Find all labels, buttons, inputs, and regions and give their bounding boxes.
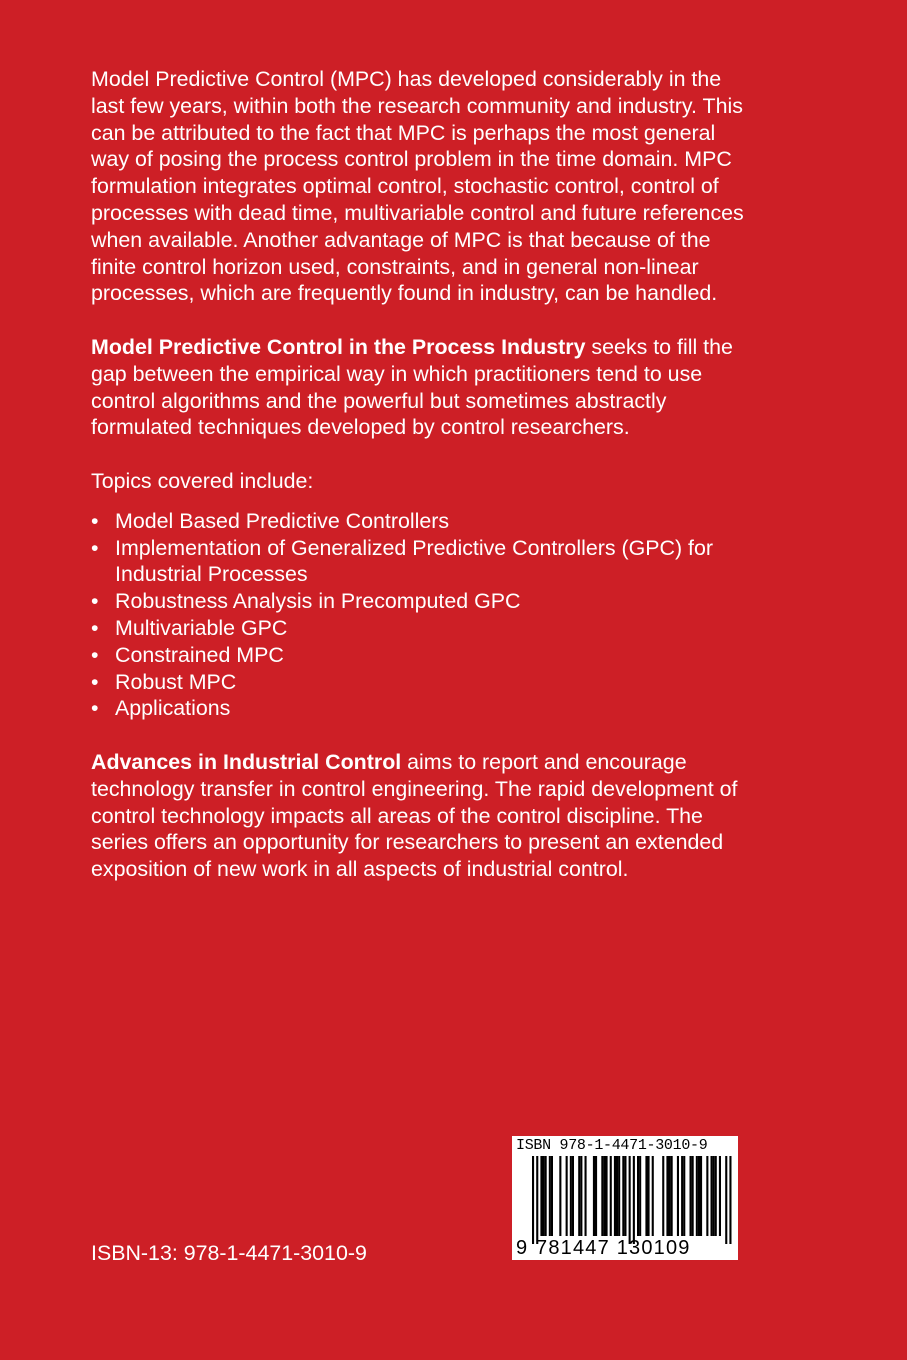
topic-label: Robustness Analysis in Precomputed GPC bbox=[115, 589, 521, 614]
barcode-bar bbox=[711, 1156, 713, 1236]
series-description-rest: aims to report and encourage technology transfer in control engineering. The rapid development of control technology impacts all areas of the control discipline. The series offers an opportunity for researchers to present an extended exposition of new work in all aspects of industrial control. bbox=[91, 749, 738, 882]
book-title-bold: Model Predictive Control in the Process Industry bbox=[91, 334, 586, 359]
barcode-bar bbox=[545, 1156, 547, 1236]
topic-label: Constrained MPC bbox=[115, 642, 284, 667]
barcode-bar bbox=[713, 1156, 715, 1236]
bullet-icon: • bbox=[91, 696, 99, 721]
barcode-bar bbox=[593, 1156, 595, 1236]
barcode-bar bbox=[696, 1156, 698, 1236]
barcode-bar bbox=[551, 1156, 553, 1236]
barcode-bar bbox=[618, 1156, 620, 1236]
barcode-bar bbox=[606, 1156, 608, 1236]
back-cover-text bbox=[91, 66, 751, 883]
barcode-bar bbox=[543, 1156, 545, 1236]
list-item bbox=[91, 588, 751, 615]
barcode-bar bbox=[578, 1156, 580, 1236]
barcode-isbn-text: ISBN 978-1-4471-3010-9 bbox=[516, 1137, 708, 1154]
book-description-rest: seeks to fill the gap between the empirical way in which practitioners tend to use control algorithms and the powerful but sometimes abstractly formulated techniques developed by control researchers. bbox=[91, 334, 733, 440]
list-item bbox=[91, 615, 751, 642]
barcode-bar bbox=[648, 1156, 650, 1236]
barcode-guard-bar bbox=[633, 1156, 635, 1244]
topic-label: Robust MPC bbox=[115, 669, 237, 694]
topic-label: Applications bbox=[115, 696, 231, 721]
topics-list bbox=[91, 508, 751, 722]
barcode-bar bbox=[652, 1156, 654, 1236]
barcode-bar bbox=[706, 1156, 708, 1236]
bullet-icon: • bbox=[91, 535, 99, 560]
barcode-bar bbox=[692, 1156, 694, 1236]
barcode-bar bbox=[671, 1156, 673, 1236]
barcode-bar bbox=[715, 1156, 717, 1236]
barcode-guard-bar bbox=[725, 1156, 727, 1244]
list-item bbox=[91, 695, 751, 722]
barcode-bar bbox=[690, 1156, 692, 1236]
book-description-paragraph bbox=[91, 334, 751, 441]
barcode-bar bbox=[570, 1156, 572, 1236]
barcode-bar bbox=[549, 1156, 551, 1236]
barcode-bar bbox=[610, 1156, 612, 1236]
barcode-bar bbox=[572, 1156, 574, 1236]
list-item bbox=[91, 508, 751, 535]
topic-label: Multivariable GPC bbox=[115, 615, 288, 640]
barcode-bar bbox=[637, 1156, 639, 1236]
bullet-icon: • bbox=[91, 589, 99, 614]
barcode-bar bbox=[677, 1156, 679, 1236]
topic-label: Implementation of Generalized Predictive Controllers (GPC) for Industrial Processes bbox=[115, 535, 713, 587]
bullet-icon: • bbox=[91, 642, 99, 667]
barcode-bar bbox=[683, 1156, 685, 1236]
isbn-13-label: ISBN-13: 978-1-4471-3010-9 bbox=[91, 1241, 367, 1265]
barcode-bar bbox=[580, 1156, 582, 1236]
barcode-bar bbox=[700, 1156, 702, 1236]
barcode-bar bbox=[559, 1156, 561, 1236]
barcode-bar bbox=[719, 1156, 721, 1236]
barcode-bar bbox=[566, 1156, 568, 1236]
bullet-icon: • bbox=[91, 615, 99, 640]
barcode bbox=[512, 1136, 738, 1260]
barcode-bar bbox=[603, 1156, 605, 1236]
barcode-bar bbox=[698, 1156, 700, 1236]
barcode-digits: 781447 130109 bbox=[536, 1237, 691, 1259]
series-paragraph bbox=[91, 749, 751, 883]
series-title-bold: Advances in Industrial Control bbox=[91, 749, 402, 774]
barcode-bar bbox=[622, 1156, 624, 1236]
bullet-icon: • bbox=[91, 508, 99, 533]
barcode-bar bbox=[616, 1156, 618, 1236]
barcode-bar bbox=[601, 1156, 603, 1236]
barcode-guard-bar bbox=[629, 1156, 631, 1244]
barcode-bar bbox=[645, 1156, 647, 1236]
barcode-bar bbox=[595, 1156, 597, 1236]
barcode-guard-bar bbox=[536, 1156, 538, 1244]
topics-intro: Topics covered include: bbox=[91, 468, 314, 493]
intro-paragraph: Model Predictive Control (MPC) has developed considerably in the last few years, within both the research community and industry. This can be attributed to the fact that MPC is perhaps the most general way of posing the process control problem in the time domain. MPC formulation integrates optimal control, stochastic control, control of processes with dead time, multivariable control and future references when available. Another advantage of MPC is that because of the finite control horizon used, constraints, and in general non-linear processes, which are frequently found in industry, can be handled. bbox=[91, 67, 744, 306]
barcode-guard-bar bbox=[532, 1156, 534, 1244]
list-item bbox=[91, 669, 751, 696]
barcode-bar bbox=[666, 1156, 668, 1236]
barcode-bar bbox=[681, 1156, 683, 1236]
list-item bbox=[91, 535, 751, 589]
bullet-icon: • bbox=[91, 669, 99, 694]
list-item bbox=[91, 642, 751, 669]
barcode-bar bbox=[614, 1156, 616, 1236]
topic-label: Model Based Predictive Controllers bbox=[115, 508, 450, 533]
barcode-bar bbox=[662, 1156, 664, 1236]
barcode-bar bbox=[639, 1156, 641, 1236]
barcode-bar bbox=[585, 1156, 587, 1236]
barcode-bar bbox=[669, 1156, 671, 1236]
barcode-first-digit: 9 bbox=[516, 1237, 528, 1259]
barcode-guard-bar bbox=[729, 1156, 731, 1244]
barcode-bar bbox=[624, 1156, 626, 1236]
barcode-bar bbox=[540, 1156, 542, 1236]
